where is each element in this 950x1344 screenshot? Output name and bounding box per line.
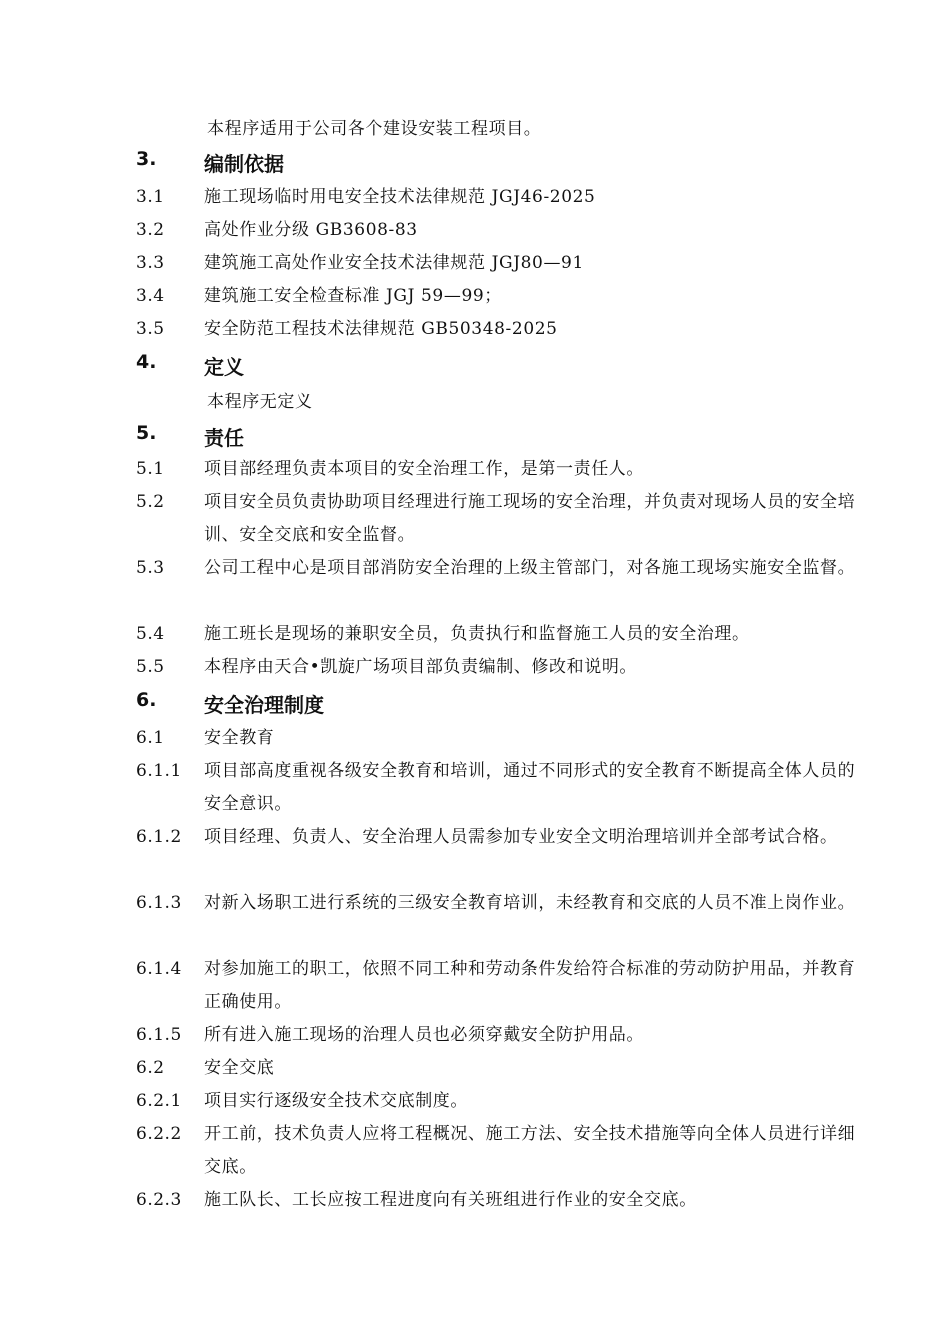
section-title: 责任 — [204, 426, 244, 450]
item-number: 3.5 — [136, 319, 165, 339]
item-text: 开工前，技术负责人应将工程概况、施工方法、安全技术措施等向全体人员进行详细交底。 — [204, 1124, 856, 1177]
item-text: 施工现场临时用电安全技术法律规范 JGJ46-2025 — [204, 187, 596, 207]
item-number: 3.2 — [136, 220, 165, 240]
section-number: 4. — [136, 351, 157, 373]
section-title: 编制依据 — [204, 152, 284, 176]
item-number: 6.1.2 — [136, 827, 182, 847]
item-number: 6.1.4 — [136, 959, 182, 979]
section-title: 安全治理制度 — [204, 693, 324, 717]
item-text: 项目实行逐级安全技术交底制度。 — [204, 1091, 468, 1111]
section-number: 5. — [136, 422, 157, 444]
item-text: 对参加施工的职工，依照不同工种和劳动条件发给符合标准的劳动防护用品，并教育正确使用。 — [204, 959, 856, 1012]
item-text: 建筑施工安全检查标准 JGJ 59—99； — [204, 286, 502, 306]
item-text: 安全教育 — [204, 728, 275, 748]
item-number: 6.2 — [136, 1058, 165, 1078]
item-text: 项目部高度重视各级安全教育和培训，通过不同形式的安全教育不断提高全体人员的安全意识。 — [204, 761, 856, 814]
section-4-text: 本程序无定义 — [207, 392, 313, 412]
item-text: 对新入场职工进行系统的三级安全教育培训，未经教育和交底的人员不准上岗作业。 — [204, 893, 856, 913]
item-text: 所有进入施工现场的治理人员也必须穿戴安全防护用品。 — [204, 1025, 644, 1045]
item-text: 安全交底 — [204, 1058, 275, 1078]
item-number: 6.2.3 — [136, 1190, 182, 1210]
item-text: 本程序由天合•凯旋广场项目部负责编制、修改和说明。 — [204, 657, 638, 677]
section-title: 定义 — [204, 355, 244, 379]
item-number: 6.2.1 — [136, 1091, 182, 1111]
item-number: 6.1.1 — [136, 761, 182, 781]
item-number: 5.4 — [136, 624, 165, 644]
item-text: 项目经理、负责人、安全治理人员需参加专业安全文明治理培训并全部考试合格。 — [204, 827, 838, 847]
item-text: 高处作业分级 GB3608-83 — [204, 220, 418, 240]
item-number: 5.5 — [136, 657, 165, 677]
section-number: 3. — [136, 148, 157, 170]
item-number: 3.4 — [136, 286, 165, 306]
item-text: 安全防范工程技术法律规范 GB50348-2025 — [204, 319, 558, 339]
item-text: 项目安全员负责协助项目经理进行施工现场的安全治理，并负责对现场人员的安全培训、安全交底和安全监督。 — [204, 492, 856, 545]
item-number: 5.3 — [136, 558, 165, 578]
scope-paragraph: 本程序适用于公司各个建设安装工程项目。 — [207, 119, 542, 139]
item-number: 6.1 — [136, 728, 165, 748]
item-number: 6.1.5 — [136, 1025, 182, 1045]
item-number: 6.2.2 — [136, 1124, 182, 1144]
item-number: 6.1.3 — [136, 893, 182, 913]
section-number: 6. — [136, 689, 157, 711]
item-number: 5.2 — [136, 492, 165, 512]
item-number: 5.1 — [136, 459, 165, 479]
item-number: 3.3 — [136, 253, 165, 273]
item-text: 施工队长、工长应按工程进度向有关班组进行作业的安全交底。 — [204, 1190, 697, 1210]
item-text: 项目部经理负责本项目的安全治理工作，是第一责任人。 — [204, 459, 644, 479]
item-text: 建筑施工高处作业安全技术法律规范 JGJ80—91 — [204, 253, 584, 273]
item-text: 施工班长是现场的兼职安全员，负责执行和监督施工人员的安全治理。 — [204, 624, 750, 644]
item-text: 公司工程中心是项目部消防安全治理的上级主管部门，对各施工现场实施安全监督。 — [204, 558, 856, 578]
item-number: 3.1 — [136, 187, 165, 207]
